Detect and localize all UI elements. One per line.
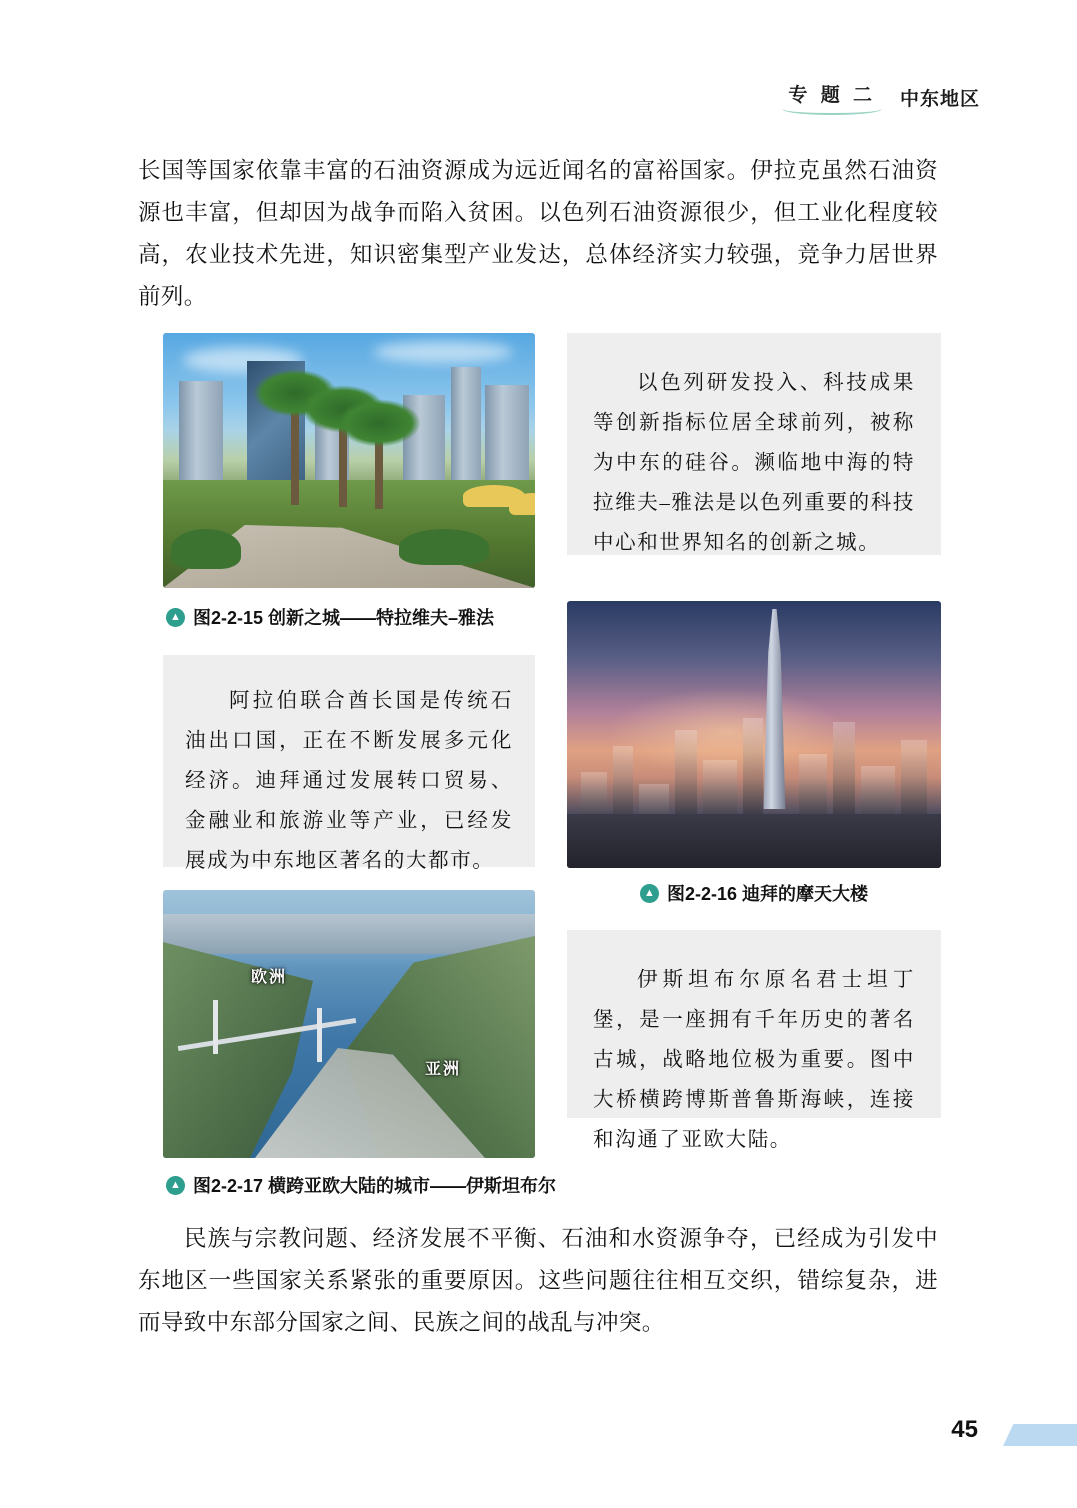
photo-istanbul	[163, 890, 535, 1158]
page-number: 45	[951, 1416, 978, 1443]
figure-caption-2-text: 图2-2-16 迪拜的摩天大楼	[667, 884, 869, 904]
note-istanbul-text: 伊斯坦布尔原名君士坦丁堡，是一座拥有千年历史的著名古城，战略地位极为重要。图中大桥横跨博斯普鲁斯海峡，连接和沟通了亚欧大陆。	[593, 969, 915, 1151]
paragraph-top: 长国等国家依靠丰富的石油资源成为远近闻名的富裕国家。伊拉克虽然石油资源也丰富，但却因为战争而陷入贫困。以色列石油资源很少，但工业化程度较高，农业技术先进，知识密集型产业发达，总体经济实力较强，竞争力居世界前列。	[138, 158, 938, 309]
note-israel	[567, 333, 941, 555]
header-topic-label: 专 题 二	[788, 85, 876, 106]
figure-caption-2	[640, 880, 868, 906]
photo-label-asia: 亚洲	[425, 1061, 462, 1078]
caption-marker-icon: ▲	[166, 1176, 185, 1195]
bridge-pylon	[213, 1000, 218, 1054]
shrub	[171, 529, 241, 569]
palm-tree	[291, 395, 299, 505]
figure-caption-3-text: 图2-2-17 横跨亚欧大陆的城市——伊斯坦布尔	[193, 1176, 557, 1196]
caption-marker-icon: ▲	[166, 608, 185, 627]
note-israel-text: 以色列研发投入、科技成果等创新指标位居全球前列，被称为中东的硅谷。濒临地中海的特拉维夫–雅法是以色列重要的科技中心和世界知名的创新之城。	[593, 372, 915, 554]
city-base	[567, 814, 941, 868]
skyline-distant	[163, 914, 535, 954]
figure-caption-1-text: 图2-2-15 创新之城——特拉维夫–雅法	[193, 608, 495, 628]
note-uae	[163, 655, 535, 872]
note-uae-text: 阿拉伯联合酋长国是传统石油出口国，正在不断发展多元化经济。迪拜通过发展转口贸易、金融业和旅游业等产业，已经发展成为中东地区著名的大都市。	[185, 690, 513, 872]
photo-tel-aviv	[163, 333, 535, 588]
figure-caption-1	[166, 604, 494, 630]
caption-marker-icon: ▲	[640, 884, 659, 903]
header-topic	[782, 80, 882, 115]
footer-decoration-bar	[1003, 1424, 1077, 1446]
cloud-shape	[373, 341, 513, 363]
photo-label-europe: 欧洲	[251, 969, 288, 986]
photo-dubai	[567, 601, 941, 868]
palm-tree	[375, 425, 383, 509]
header-region-label: 中东地区	[899, 89, 980, 110]
figure-caption-3	[166, 1172, 556, 1198]
bosphorus-bridge	[177, 998, 357, 1060]
page-header	[782, 80, 980, 115]
header-underline-decoration	[782, 103, 882, 115]
bridge-deck	[178, 1018, 357, 1051]
shrub	[399, 529, 489, 565]
bridge-pylon	[317, 1008, 322, 1062]
note-istanbul	[567, 930, 941, 1151]
paragraph-bottom: 民族与宗教问题、经济发展不平衡、石油和水资源争夺，已经成为引发中东地区一些国家关系紧张的重要原因。这些问题往往相互交织，错综复杂，进而导致中东部分国家之间、民族之间的战乱与冲突。	[138, 1226, 938, 1335]
